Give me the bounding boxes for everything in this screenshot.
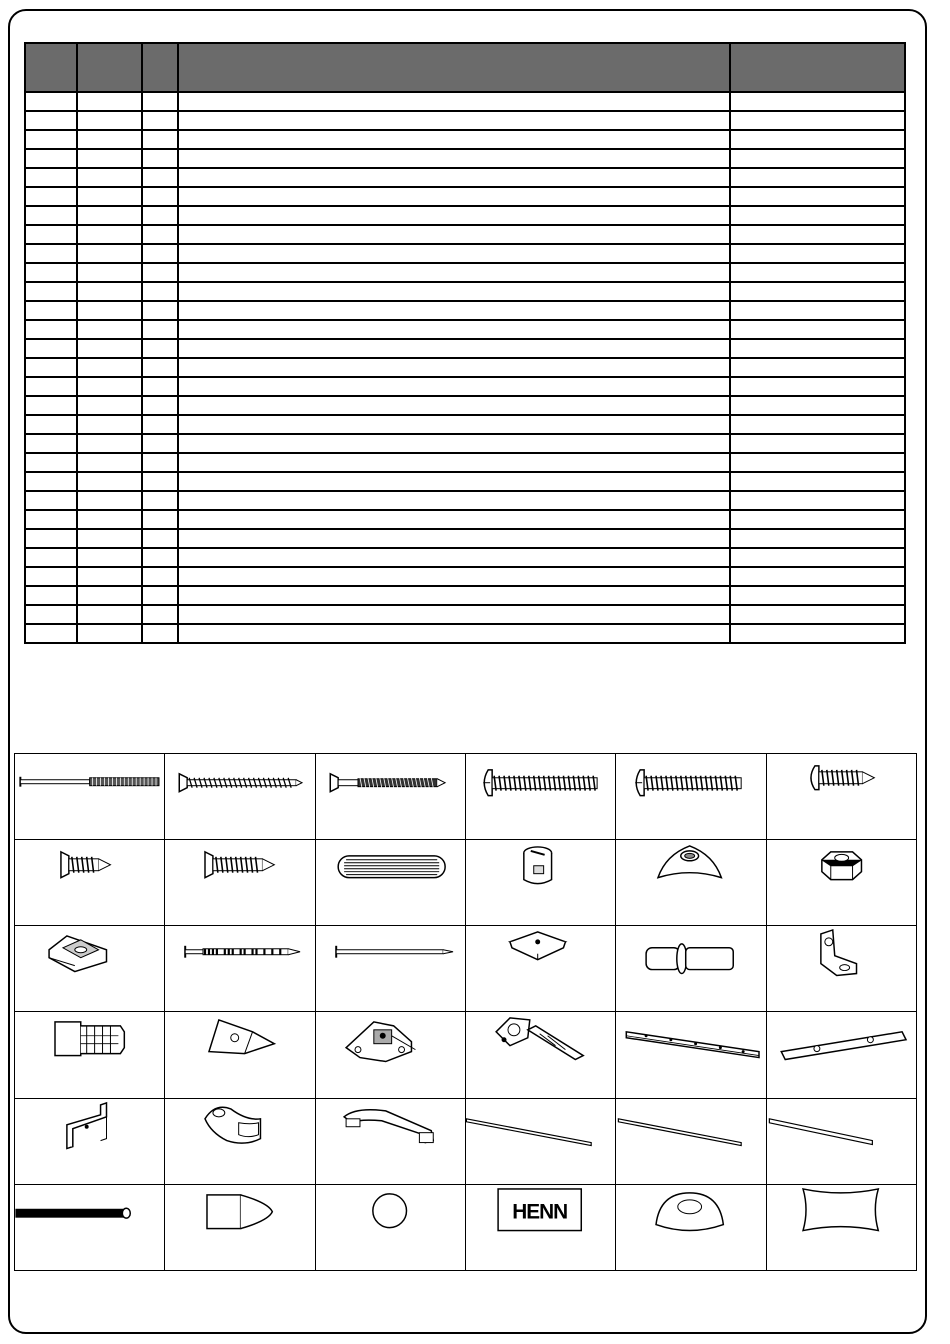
hardware-cell (767, 926, 917, 1012)
hardware-cell (767, 1099, 917, 1185)
table-cell (77, 510, 142, 529)
table-cell (77, 491, 142, 510)
table-cell (730, 377, 905, 396)
table-row (25, 358, 905, 377)
table-cell (25, 225, 77, 244)
table-cell (25, 548, 77, 567)
table-cell (142, 567, 178, 586)
table-cell (77, 168, 142, 187)
cam-lock-icon (466, 840, 615, 925)
table-cell (142, 377, 178, 396)
table-cell (730, 206, 905, 225)
table-row (25, 472, 905, 491)
table-cell (178, 396, 730, 415)
metal-rod-medium-icon (616, 1099, 765, 1184)
table-cell (142, 282, 178, 301)
table-cell (142, 396, 178, 415)
hardware-cell (767, 1012, 917, 1098)
table-cell (142, 624, 178, 643)
table-row (25, 510, 905, 529)
table-row (25, 377, 905, 396)
shelf-support-clip-icon (15, 926, 164, 1011)
table-cell (77, 130, 142, 149)
round-cap-icon (316, 1185, 465, 1270)
table-cell (25, 301, 77, 320)
table-cell (77, 358, 142, 377)
table-row (25, 415, 905, 434)
table-cell (142, 130, 178, 149)
table-row (25, 453, 905, 472)
table-cell (730, 92, 905, 111)
table-cell (77, 206, 142, 225)
hardware-cell (165, 840, 315, 926)
bullet-plug-icon (165, 1185, 314, 1270)
table-cell (25, 510, 77, 529)
table-cell (142, 320, 178, 339)
table-cell (25, 187, 77, 206)
hardware-cell (466, 926, 616, 1012)
brand-label-icon (466, 1185, 615, 1270)
table-cell (730, 586, 905, 605)
table-cell (77, 453, 142, 472)
table-row (25, 396, 905, 415)
black-rod-icon (15, 1185, 164, 1270)
table-cell (77, 586, 142, 605)
table-cell (25, 130, 77, 149)
table-cell (142, 225, 178, 244)
countersunk-screw-medium-icon (165, 840, 314, 925)
table-cell (25, 339, 77, 358)
table-cell (25, 529, 77, 548)
table-cell (178, 187, 730, 206)
table-cell (25, 491, 77, 510)
table-cell (178, 605, 730, 624)
table-row (25, 149, 905, 168)
hardware-cell (616, 1012, 766, 1098)
handle-icon (316, 1099, 465, 1184)
hardware-cell (165, 926, 315, 1012)
hardware-cell (316, 754, 466, 840)
table-cell (25, 149, 77, 168)
column-header-position (25, 43, 77, 92)
cam-cover-cap-icon (616, 840, 765, 925)
table-cell (178, 548, 730, 567)
table-cell (730, 529, 905, 548)
hardware-cell (15, 1099, 165, 1185)
table-cell (77, 415, 142, 434)
table-row (25, 206, 905, 225)
table-cell (730, 434, 905, 453)
table-row (25, 320, 905, 339)
table-cell (142, 415, 178, 434)
table-cell (178, 111, 730, 130)
table-cell (178, 244, 730, 263)
table-cell (77, 529, 142, 548)
wooden-dowel-icon (316, 840, 465, 925)
table-cell (25, 567, 77, 586)
table-cell (178, 472, 730, 491)
table-row (25, 339, 905, 358)
hardware-cell (466, 840, 616, 926)
hardware-cell (316, 926, 466, 1012)
table-cell (25, 168, 77, 187)
table-cell (730, 472, 905, 491)
table-cell (178, 358, 730, 377)
table-cell (25, 434, 77, 453)
nail-icon (316, 926, 465, 1011)
table-cell (77, 396, 142, 415)
table-cell (77, 624, 142, 643)
hardware-cell (616, 926, 766, 1012)
table-cell (178, 130, 730, 149)
table-cell (25, 624, 77, 643)
table-cell (142, 92, 178, 111)
table-row (25, 282, 905, 301)
hardware-cell (15, 1185, 165, 1271)
table-cell (77, 548, 142, 567)
table-cell (77, 434, 142, 453)
brand-label-text: HENN (512, 1200, 568, 1224)
hardware-cell (616, 1185, 766, 1271)
angle-bracket-icon (767, 926, 916, 1011)
metal-rod-short-icon (767, 1099, 916, 1184)
table-row (25, 301, 905, 320)
table-cell (730, 453, 905, 472)
metal-rod-long-icon (466, 1099, 615, 1184)
parts-list-table (24, 42, 906, 644)
table-row (25, 529, 905, 548)
table-cell (730, 130, 905, 149)
table-cell (142, 301, 178, 320)
table-cell (730, 396, 905, 415)
hardware-cell (316, 840, 466, 926)
hardware-cell (15, 754, 165, 840)
countersunk-screw-long-icon (165, 754, 314, 839)
table-cell (142, 206, 178, 225)
hardware-cell (15, 840, 165, 926)
table-cell (142, 586, 178, 605)
table-cell (142, 548, 178, 567)
table-cell (730, 567, 905, 586)
hardware-cell (15, 1012, 165, 1098)
table-cell (77, 282, 142, 301)
table-cell (25, 377, 77, 396)
table-cell (178, 206, 730, 225)
column-header-quantity (142, 43, 178, 92)
table-cell (77, 377, 142, 396)
hardware-cell (466, 1099, 616, 1185)
table-cell (25, 605, 77, 624)
hardware-cell (466, 1185, 616, 1271)
table-cell (25, 472, 77, 491)
hardware-cell (466, 1012, 616, 1098)
table-cell (178, 415, 730, 434)
flat-connector-plate-icon (767, 1012, 916, 1097)
table-row (25, 605, 905, 624)
table-cell (178, 377, 730, 396)
table-cell (142, 434, 178, 453)
countersunk-screw-long-2-icon (316, 754, 465, 839)
table-cell (178, 529, 730, 548)
plastic-plug-icon (15, 1012, 164, 1097)
hardware-cell (15, 926, 165, 1012)
hardware-cell (616, 840, 766, 926)
table-cell (142, 453, 178, 472)
table-cell (178, 453, 730, 472)
table-cell (25, 396, 77, 415)
table-cell (77, 111, 142, 130)
hardware-cell (316, 1012, 466, 1098)
table-cell (178, 567, 730, 586)
table-cell (142, 529, 178, 548)
hinge-mounting-plate-icon (316, 1012, 465, 1097)
long-bolt-icon (15, 754, 164, 839)
table-row (25, 491, 905, 510)
table-cell (142, 187, 178, 206)
table-cell (178, 282, 730, 301)
table-cell (730, 282, 905, 301)
table-cell (730, 111, 905, 130)
table-cell (730, 244, 905, 263)
table-cell (730, 187, 905, 206)
table-cell (77, 149, 142, 168)
hardware-cell (767, 840, 917, 926)
table-cell (142, 510, 178, 529)
table-row (25, 434, 905, 453)
hardware-cell (165, 1099, 315, 1185)
table-cell (730, 548, 905, 567)
table-cell (178, 510, 730, 529)
table-row (25, 624, 905, 643)
hardware-cell (767, 1185, 917, 1271)
hardware-cell (165, 754, 315, 840)
table-cell (730, 263, 905, 282)
table-cell (77, 187, 142, 206)
table-cell (25, 320, 77, 339)
table-cell (178, 149, 730, 168)
table-cell (142, 491, 178, 510)
table-cell (178, 491, 730, 510)
table-cell (730, 491, 905, 510)
table-row (25, 586, 905, 605)
table-cell (730, 339, 905, 358)
table-cell (77, 225, 142, 244)
table-cell (77, 320, 142, 339)
ringed-nail-icon (165, 926, 314, 1011)
table-cell (178, 339, 730, 358)
table-cell (77, 301, 142, 320)
table-cell (142, 339, 178, 358)
table-cell (25, 453, 77, 472)
felt-pad-icon (767, 1185, 916, 1270)
table-cell (142, 149, 178, 168)
table-row (25, 92, 905, 111)
table-row (25, 111, 905, 130)
table-row (25, 548, 905, 567)
table-cell (178, 624, 730, 643)
table-row (25, 187, 905, 206)
table-cell (142, 605, 178, 624)
table-cell (178, 434, 730, 453)
table-row (25, 225, 905, 244)
table-header-row (25, 43, 905, 92)
hardware-cell (466, 754, 616, 840)
pan-head-screw-short-icon (767, 754, 916, 839)
column-header-description (178, 43, 730, 92)
table-cell (178, 168, 730, 187)
table-cell (142, 244, 178, 263)
table-cell (77, 92, 142, 111)
table-row (25, 130, 905, 149)
table-cell (730, 624, 905, 643)
table-cell (178, 225, 730, 244)
table-cell (730, 358, 905, 377)
u-bracket-icon (15, 1099, 164, 1184)
table-cell (77, 339, 142, 358)
table-cell (178, 586, 730, 605)
hardware-grid (14, 753, 917, 1271)
table-cell (730, 149, 905, 168)
table-row (25, 263, 905, 282)
table-cell (77, 244, 142, 263)
table-cell (25, 415, 77, 434)
table-cell (25, 263, 77, 282)
table-row (25, 567, 905, 586)
hardware-cell (316, 1099, 466, 1185)
table-cell (178, 301, 730, 320)
pan-head-screw-long-icon (466, 754, 615, 839)
corner-block-icon (165, 1012, 314, 1097)
column-header-code (77, 43, 142, 92)
table-body (25, 92, 905, 643)
table-cell (142, 263, 178, 282)
table-cell (25, 111, 77, 130)
hardware-cell (616, 754, 766, 840)
table-cell (730, 168, 905, 187)
table-cell (25, 282, 77, 301)
table-cell (25, 92, 77, 111)
table-cell (25, 244, 77, 263)
table-cell (730, 320, 905, 339)
table-cell (142, 472, 178, 491)
hinge-icon (466, 1012, 615, 1097)
table-cell (77, 567, 142, 586)
table-cell (25, 206, 77, 225)
shelf-support-plate-icon (466, 926, 615, 1011)
table-cell (730, 415, 905, 434)
hardware-cell (165, 1185, 315, 1271)
table-cell (178, 263, 730, 282)
hardware-cell (316, 1185, 466, 1271)
table-cell (730, 605, 905, 624)
countersunk-screw-short-icon (15, 840, 164, 925)
table-cell (25, 358, 77, 377)
table-cell (77, 472, 142, 491)
table-cell (77, 605, 142, 624)
shelf-pin-icon (616, 926, 765, 1011)
table-row (25, 168, 905, 187)
table-cell (77, 263, 142, 282)
hardware-cell (616, 1099, 766, 1185)
table-row (25, 244, 905, 263)
table-cell (730, 225, 905, 244)
hardware-cell (165, 1012, 315, 1098)
column-header-dimensions (730, 43, 905, 92)
table-cell (178, 320, 730, 339)
table-cell (142, 111, 178, 130)
metal-rail-icon (616, 1012, 765, 1097)
hex-nut-icon (767, 840, 916, 925)
bumper-pad-icon (616, 1185, 765, 1270)
table-cell (25, 586, 77, 605)
hardware-cell (767, 754, 917, 840)
table-cell (142, 168, 178, 187)
pan-head-screw-icon (616, 754, 765, 839)
table-cell (178, 92, 730, 111)
table-cell (730, 301, 905, 320)
table-cell (142, 358, 178, 377)
rod-holder-icon (165, 1099, 314, 1184)
table-cell (730, 510, 905, 529)
